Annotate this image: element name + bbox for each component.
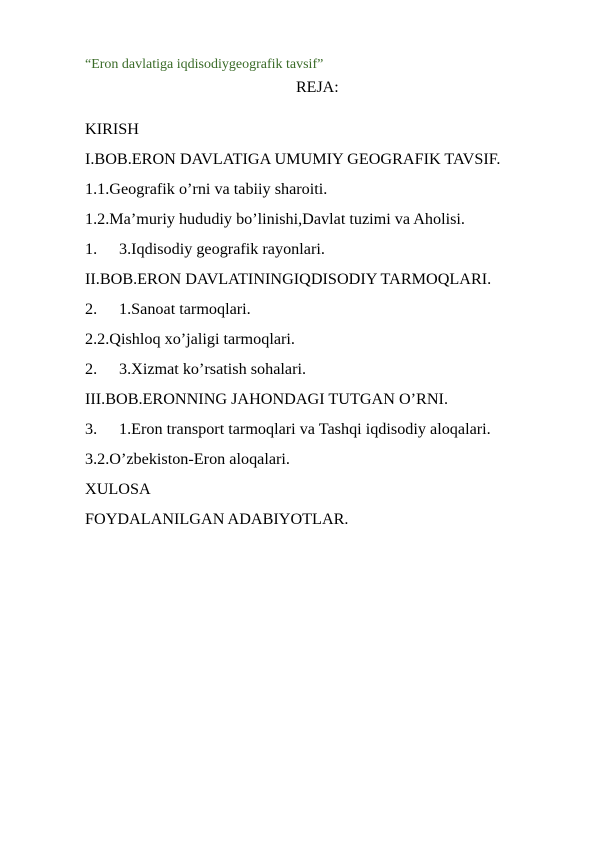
toc-item-label: 3.Xizmat ko’rsatish sohalari. bbox=[119, 360, 307, 378]
toc-item-section-1-1 bbox=[85, 178, 500, 208]
toc-item-number: 1. bbox=[85, 240, 98, 258]
toc-item-chapter-2 bbox=[85, 268, 500, 298]
toc-item-label: 1.2.Ma’muriy hududiy bo’linishi,Davlat tuzimi va Aholisi. bbox=[85, 210, 465, 228]
toc-item-label: 2.2.Qishloq xo’jaligi tarmoqlari. bbox=[85, 330, 295, 348]
document-title: “Eron davlatiga iqdisodiygeografik tavsif” bbox=[85, 57, 324, 72]
toc-item-section-3-1 bbox=[85, 418, 500, 448]
toc-item-label: XULOSA bbox=[85, 480, 151, 498]
toc-item-label: KIRISH bbox=[85, 120, 139, 138]
toc-item-number: 2. bbox=[85, 300, 98, 318]
toc-item-label: 3.2.O’zbekiston-Eron aloqalari. bbox=[85, 450, 290, 468]
plan-heading: REJA: bbox=[296, 79, 339, 96]
toc-item-label: III.BOB.ERONNING JAHONDAGI TUTGAN O’RNI. bbox=[85, 390, 448, 408]
toc-item-label: 1.1.Geografik o’rni va tabiiy sharoiti. bbox=[85, 180, 328, 198]
toc-item-number: 3. bbox=[85, 420, 98, 438]
toc-item-label: 1.Eron transport tarmoqlari va Tashqi iqdisodiy aloqalari. bbox=[119, 420, 491, 438]
toc-item-kirish bbox=[85, 118, 500, 148]
toc-item-chapter-3 bbox=[85, 388, 500, 418]
toc-item-label: I.BOB.ERON DAVLATIGA UMUMIY GEOGRAFIK TAVSIF. bbox=[85, 150, 501, 168]
toc-item-section-2-3 bbox=[85, 358, 500, 388]
toc-item-number: 2. bbox=[85, 360, 98, 378]
toc-item-label: II.BOB.ERON DAVLATININGIQDISODIY TARMOQLARI. bbox=[85, 270, 492, 288]
toc-item-label: FOYDALANILGAN ADABIYOTLAR. bbox=[85, 510, 349, 528]
toc-item-chapter-1 bbox=[85, 148, 500, 178]
table-of-contents bbox=[85, 118, 500, 538]
toc-item-xulosa bbox=[85, 478, 500, 508]
toc-item-label: 3.Iqdisodiy geografik rayonlari. bbox=[119, 240, 325, 258]
toc-item-section-2-2 bbox=[85, 328, 500, 358]
toc-item-references bbox=[85, 508, 500, 538]
toc-item-section-2-1 bbox=[85, 298, 500, 328]
toc-item-label: 1.Sanoat tarmoqlari. bbox=[119, 300, 251, 318]
toc-item-section-1-3 bbox=[85, 238, 500, 268]
toc-item-section-3-2 bbox=[85, 448, 500, 478]
toc-item-section-1-2 bbox=[85, 208, 500, 238]
